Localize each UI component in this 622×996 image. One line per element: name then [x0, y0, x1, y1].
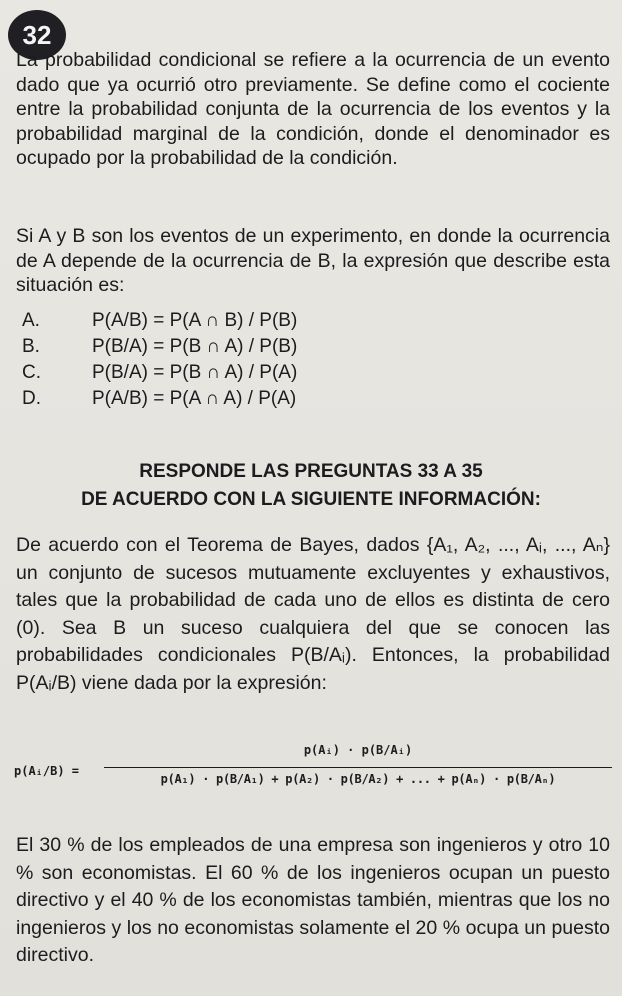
- option-formula: P(B/A) = P(B ∩ A) / P(A): [92, 362, 298, 383]
- option-letter: B.: [22, 336, 40, 357]
- question-text: Si A y B son los eventos de un experimento, en donde la ocurrencia de A depende de la ocurrencia de B, la expresión que describe esta situación es:: [16, 225, 610, 296]
- option-formula: P(B/A) = P(B ∩ A) / P(B): [92, 336, 298, 357]
- answer-options: [22, 308, 582, 412]
- problem-paragraph: El 30 % de los empleados de una empresa son ingenieros y otro 10 % son economistas. El 60 % de los ingenieros ocupan un puesto directivo y el 40 % de los economistas también, mientras que los no ingenieros y los no economistas solamente el 20 % ocupa un puesto directivo.: [16, 834, 610, 966]
- formula-numerator: p(Aᵢ) · p(B/Aᵢ): [303, 743, 413, 757]
- option-b[interactable]: [22, 334, 582, 360]
- option-a[interactable]: [22, 308, 582, 334]
- section-heading-line-1: RESPONDE LAS PREGUNTAS 33 A 35: [139, 461, 483, 482]
- formula-lhs: p(Aᵢ/B) =: [14, 764, 80, 778]
- formula-denominator: p(A₁) · p(B/A₁) + p(A₂) · p(B/A₂) + ... + p(Aₙ) · p(B/Aₙ): [160, 772, 556, 786]
- option-letter: A.: [22, 310, 40, 331]
- bayes-formula: [14, 740, 612, 800]
- option-letter: D.: [22, 388, 41, 409]
- option-d[interactable]: [22, 386, 582, 412]
- intro-paragraph: La probabilidad condicional se refiere a la ocurrencia de un evento dado que ya ocurrió otro previamente. Se define como el cociente entre la probabilidad conjunta de la ocurrencia de los eventos y la probabilidad marginal de la condición, donde el denominador es ocupado por la probabilidad de la condición.: [16, 49, 610, 169]
- option-c[interactable]: [22, 360, 582, 386]
- question-number-badge: 32: [8, 10, 66, 60]
- bayes-paragraph: De acuerdo con el Teorema de Bayes, dados {A₁, A₂, ..., Aᵢ, ..., Aₙ} un conjunto de sucesos mutuamente excluyentes y exhaustivos, tales que la probabilidad de cada uno de ellos es distinta de cero (0). Sea B un suceso cualquiera del que se conocen las probabilidades condicionales P(B/Aᵢ). Entonces, la probabilidad P(Aᵢ/B) viene dada por la expresión:: [16, 534, 610, 694]
- section-heading-line-2: DE ACUERDO CON LA SIGUIENTE INFORMACIÓN:: [81, 489, 541, 510]
- option-formula: P(A/B) = P(A ∩ B) / P(B): [92, 310, 298, 331]
- fraction-bar: [104, 767, 612, 768]
- option-formula: P(A/B) = P(A ∩ A) / P(A): [92, 388, 297, 409]
- option-letter: C.: [22, 362, 41, 383]
